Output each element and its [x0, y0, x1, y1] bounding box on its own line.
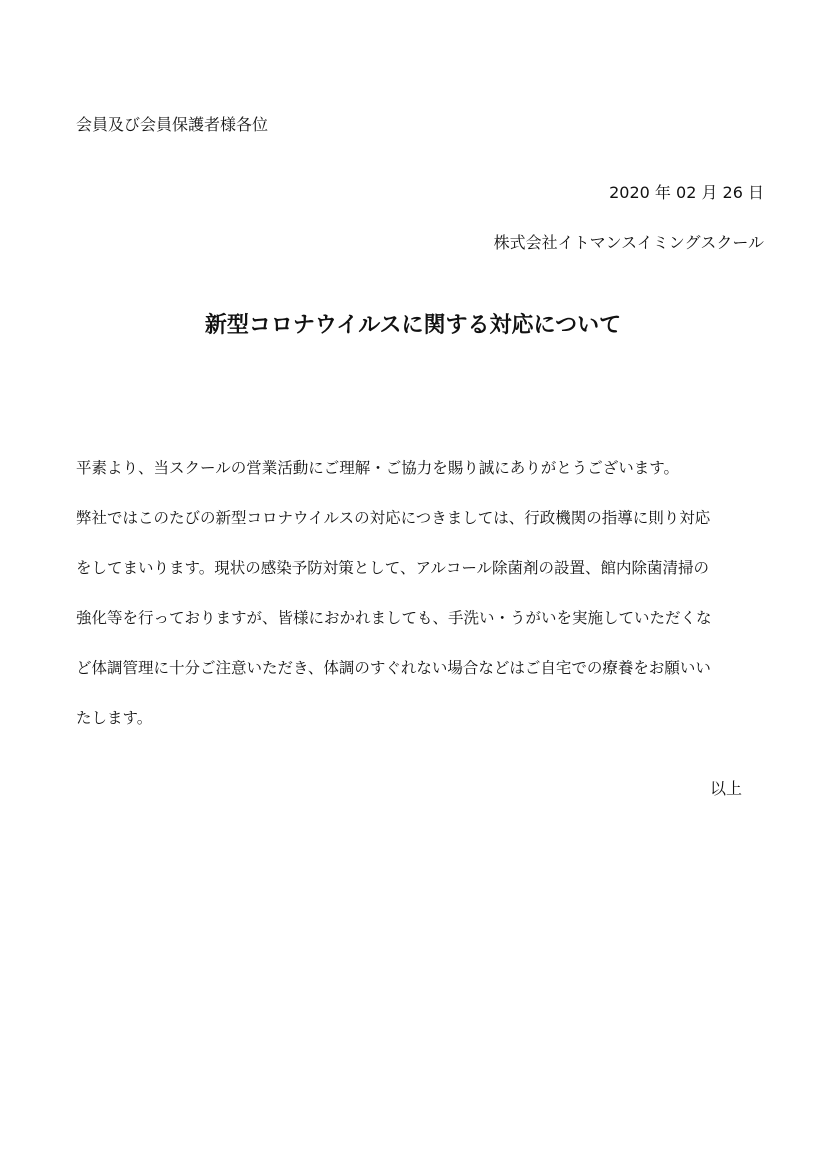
body-line: ど体調管理に十分ご注意いただき、体調のすぐれない場合などはご自宅での療養をお願いい	[76, 659, 711, 677]
sender-company: 株式会社イトマンスイミングスクール	[493, 233, 764, 252]
body-line: 弊社ではこのたびの新型コロナウイルスの対応につきましては、行政機関の指導に則り対応	[76, 509, 711, 527]
body-line: 強化等を行っておりますが、皆様におかれましても、手洗い・うがいを実施していただくな	[76, 609, 712, 627]
closing-remark: 以上	[709, 779, 742, 798]
letter-title: 新型コロナウイルスに関する対応について	[204, 313, 622, 338]
letter-date: 2020 年 02 月 26 日	[609, 183, 764, 202]
body-line: をしてまいります。現状の感染予防対策として、アルコール除菌剤の設置、館内除菌清掃の	[76, 559, 710, 577]
body-line: 平素より、当スクールの営業活動にご理解・ご協力を賜り誠にありがとうございます。	[76, 459, 679, 477]
letter-body	[76, 457, 766, 757]
addressee: 会員及び会員保護者様各位	[76, 115, 269, 134]
body-line: たします。	[76, 709, 153, 727]
